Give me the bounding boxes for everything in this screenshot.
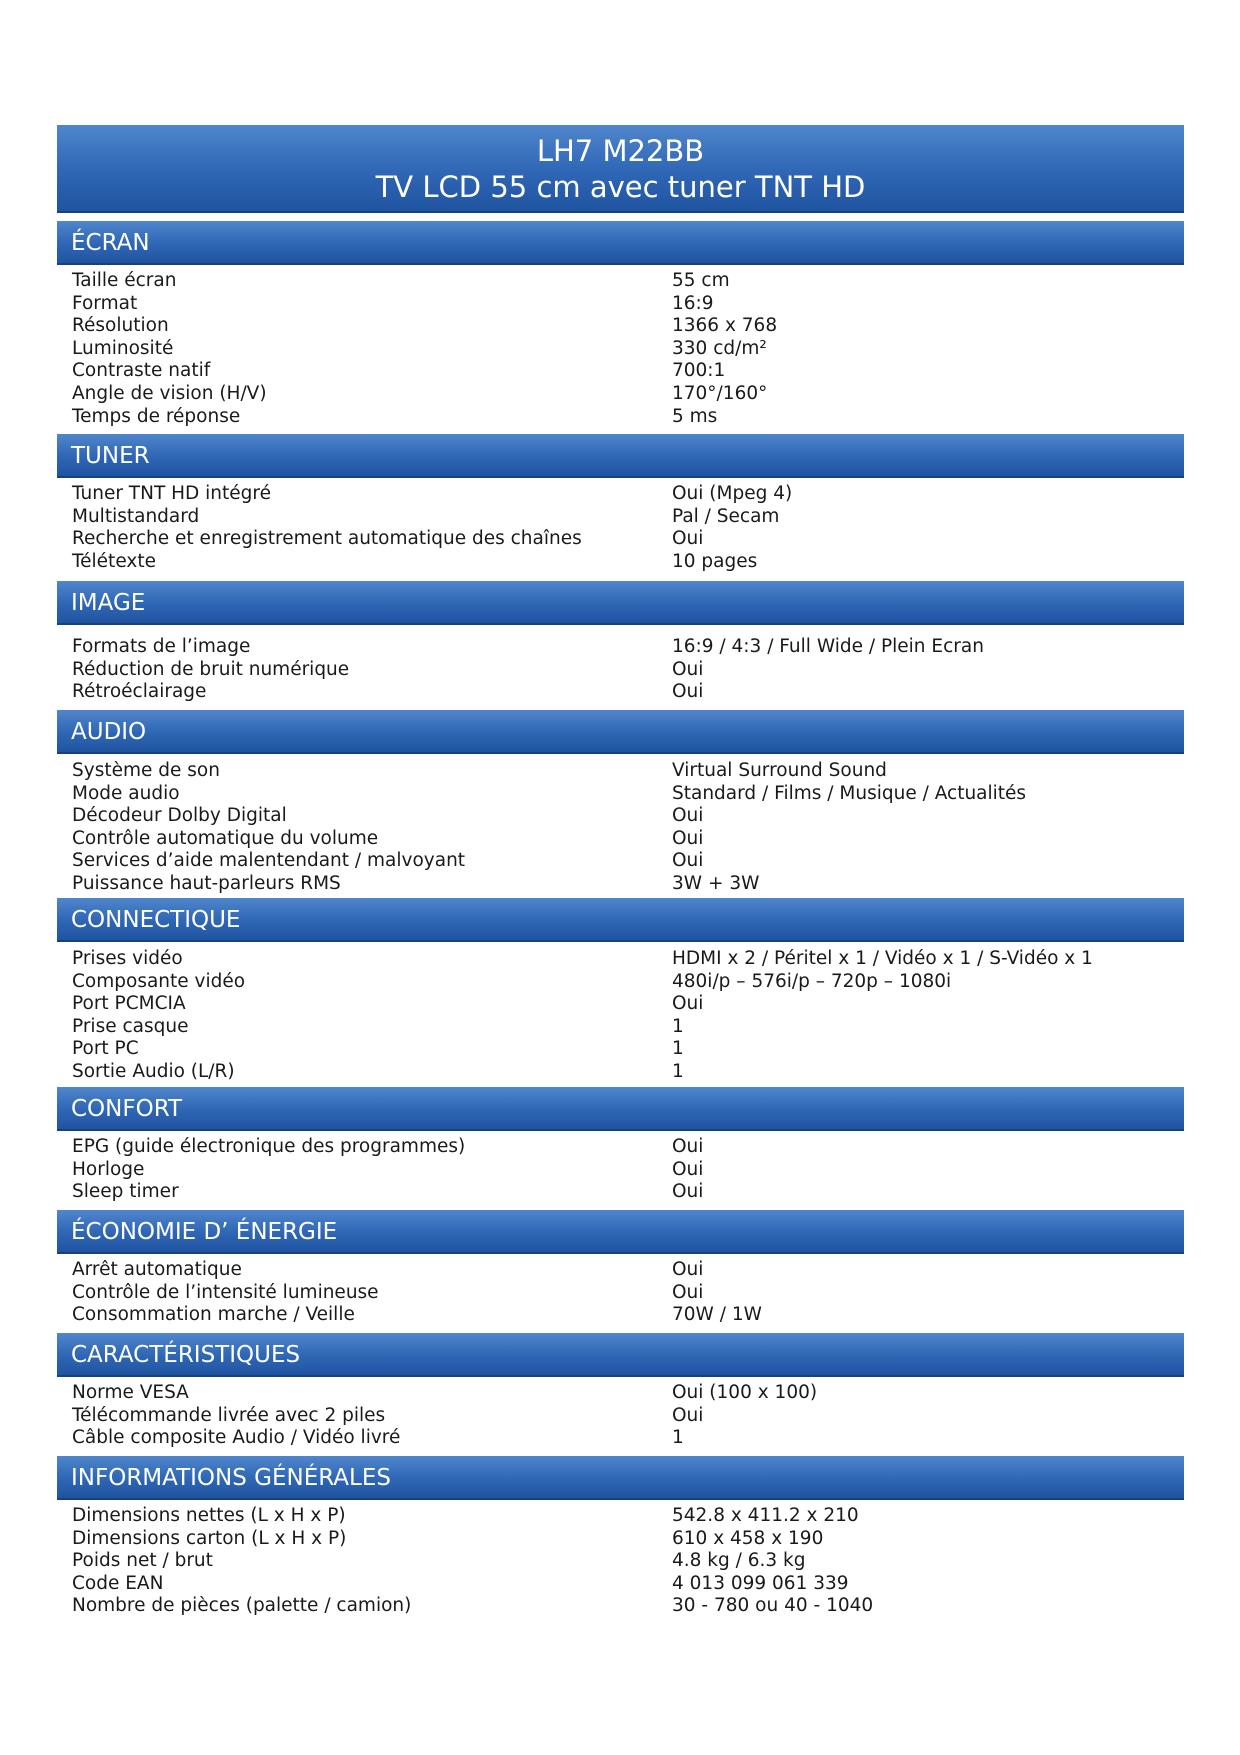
section-header-ecran: ÉCRAN [57, 221, 1184, 265]
spec-value: 330 cd/m² [672, 337, 767, 359]
spec-label: Mode audio [72, 782, 180, 804]
spec-value: Oui [672, 658, 704, 680]
spec-label: Services d’aide malentendant / malvoyant [72, 850, 466, 872]
spec-row [72, 483, 1172, 506]
spec-label: Câble composite Audio / Vidéo livré [72, 1427, 401, 1449]
spec-row [72, 551, 1172, 574]
spec-value: Oui [672, 1181, 704, 1203]
spec-value: HDMI x 2 / Péritel x 1 / Vidéo x 1 / S-Vidéo x 1 [672, 948, 1093, 969]
spec-row [72, 1427, 1172, 1450]
spec-row [72, 659, 1172, 682]
spec-row [72, 1528, 1172, 1551]
spec-label: Puissance haut-parleurs RMS [72, 873, 341, 894]
spec-row [72, 383, 1172, 406]
spec-label: Télétexte [72, 550, 156, 572]
spec-label: Contraste natif [72, 360, 211, 382]
spec-row [72, 681, 1172, 704]
spec-value: 1 [672, 1015, 684, 1037]
spec-label: Composante vidéo [72, 970, 246, 992]
spec-value: Standard / Films / Musique / Actualités [672, 782, 1027, 804]
section-header-economie-d-energie: ÉCONOMIE D’ ÉNERGIE [57, 1210, 1184, 1254]
spec-value: Oui [672, 681, 704, 703]
spec-row [72, 805, 1172, 828]
spec-value: 480i/p – 576i/p – 720p – 1080i [672, 970, 952, 992]
spec-value: Oui [672, 1259, 704, 1280]
spec-label: Tuner TNT HD intégré [72, 483, 271, 504]
spec-row [72, 1061, 1172, 1084]
spec-value: 1 [672, 1427, 684, 1449]
spec-label: Format [72, 292, 138, 314]
spec-value: 30 - 780 ou 40 - 1040 [672, 1595, 874, 1617]
section-header-image: IMAGE [57, 581, 1184, 625]
spec-label: Code EAN [72, 1572, 164, 1594]
spec-label: EPG (guide électronique des programmes) [72, 1136, 466, 1157]
section-header-audio: AUDIO [57, 710, 1184, 754]
spec-row [72, 1016, 1172, 1039]
spec-label: Décodeur Dolby Digital [72, 805, 287, 827]
spec-row [72, 850, 1172, 873]
spec-value: 70W / 1W [672, 1304, 762, 1326]
spec-row [72, 528, 1172, 551]
spec-label: Recherche et enregistrement automatique des chaînes [72, 528, 582, 550]
spec-row [72, 270, 1172, 293]
spec-label: Formats de l’image [72, 636, 251, 657]
spec-value: Oui [672, 993, 704, 1015]
spec-label: Horloge [72, 1158, 145, 1180]
spec-value: 4.8 kg / 6.3 kg [672, 1550, 806, 1572]
product-subtitle: TV LCD 55 cm avec tuner TNT HD [375, 170, 866, 204]
section-header-caracteristiques: CARACTÉRISTIQUES [57, 1333, 1184, 1377]
section-header-connectique: CONNECTIQUE [57, 898, 1184, 942]
spec-label: Sleep timer [72, 1181, 179, 1203]
spec-label: Norme VESA [72, 1382, 189, 1403]
spec-row [72, 873, 1172, 896]
spec-label: Multistandard [72, 505, 200, 527]
spec-label: Prises vidéo [72, 948, 183, 969]
spec-value: Oui [672, 1404, 704, 1426]
spec-label: Résolution [72, 315, 169, 337]
spec-row [72, 1159, 1172, 1182]
spec-row [72, 971, 1172, 994]
spec-label: Port PCMCIA [72, 993, 186, 1015]
spec-label: Luminosité [72, 337, 174, 359]
spec-row [72, 315, 1172, 338]
spec-value: Oui [672, 850, 704, 872]
spec-value: Oui (Mpeg 4) [672, 483, 793, 504]
spec-row [72, 338, 1172, 361]
spec-row [72, 1181, 1172, 1204]
spec-label: Poids net / brut [72, 1550, 213, 1572]
spec-value: 55 cm [672, 270, 730, 291]
spec-row [72, 760, 1172, 783]
spec-row [72, 993, 1172, 1016]
spec-value: Oui [672, 528, 704, 550]
product-model: LH7 M22BB [536, 134, 705, 168]
spec-label: Arrêt automatique [72, 1259, 242, 1280]
section-header-confort: CONFORT [57, 1087, 1184, 1131]
spec-value: 16:9 / 4:3 / Full Wide / Plein Ecran [672, 636, 984, 657]
spec-label: Port PC [72, 1038, 139, 1060]
spec-row [72, 1573, 1172, 1596]
spec-row [72, 1405, 1172, 1428]
spec-row [72, 1282, 1172, 1305]
spec-value: Oui [672, 805, 704, 827]
spec-value: 16:9 [672, 292, 714, 314]
spec-row [72, 1038, 1172, 1061]
spec-label: Réduction de bruit numérique [72, 658, 350, 680]
spec-value: Oui (100 x 100) [672, 1382, 818, 1403]
spec-value: 542.8 x 411.2 x 210 [672, 1505, 859, 1526]
spec-label: Rétroéclairage [72, 681, 207, 703]
spec-label: Contrôle automatique du volume [72, 827, 379, 849]
spec-label: Temps de réponse [72, 405, 241, 427]
spec-value: 3W + 3W [672, 873, 760, 894]
spec-value: 170°/160° [672, 383, 768, 404]
spec-value: Oui [672, 827, 704, 849]
spec-value: 700:1 [672, 360, 726, 382]
spec-row [72, 1550, 1172, 1573]
spec-row [72, 406, 1172, 429]
spec-row [72, 1259, 1172, 1282]
spec-row [72, 1595, 1172, 1618]
spec-row [72, 1505, 1172, 1528]
spec-label: Contrôle de l’intensité lumineuse [72, 1281, 379, 1303]
spec-label: Nombre de pièces (palette / camion) [72, 1595, 412, 1617]
spec-value: Oui [672, 1136, 704, 1157]
spec-value: 1 [672, 1061, 684, 1082]
spec-row [72, 948, 1172, 971]
title-banner [57, 125, 1184, 213]
section-header-tuner: TUNER [57, 434, 1184, 478]
spec-value: 10 pages [672, 550, 758, 572]
spec-label: Système de son [72, 760, 220, 781]
spec-value: 4 013 099 061 339 [672, 1572, 849, 1594]
spec-value: Virtual Surround Sound [672, 760, 887, 781]
spec-label: Sortie Audio (L/R) [72, 1061, 235, 1082]
section-header-informations-generales: INFORMATIONS GÉNÉRALES [57, 1456, 1184, 1500]
spec-value: 610 x 458 x 190 [672, 1527, 824, 1549]
spec-label: Prise casque [72, 1015, 189, 1037]
spec-label: Dimensions carton (L x H x P) [72, 1527, 347, 1549]
spec-label: Consommation marche / Veille [72, 1304, 355, 1326]
spec-row [72, 1304, 1172, 1327]
spec-value: Oui [672, 1158, 704, 1180]
spec-row [72, 1136, 1172, 1159]
spec-label: Télécommande livrée avec 2 piles [72, 1404, 386, 1426]
spec-value: 5 ms [672, 405, 718, 427]
spec-row [72, 506, 1172, 529]
spec-label: Dimensions nettes (L x H x P) [72, 1505, 346, 1526]
spec-row [72, 360, 1172, 383]
spec-row [72, 783, 1172, 806]
spec-row [72, 636, 1172, 659]
spec-row [72, 828, 1172, 851]
spec-label: Angle de vision (H/V) [72, 383, 267, 404]
spec-value: 1366 x 768 [672, 315, 778, 337]
spec-value: 1 [672, 1038, 684, 1060]
spec-row [72, 1382, 1172, 1405]
spec-value: Pal / Secam [672, 505, 780, 527]
spec-row [72, 293, 1172, 316]
spec-label: Taille écran [72, 270, 177, 291]
spec-value: Oui [672, 1281, 704, 1303]
